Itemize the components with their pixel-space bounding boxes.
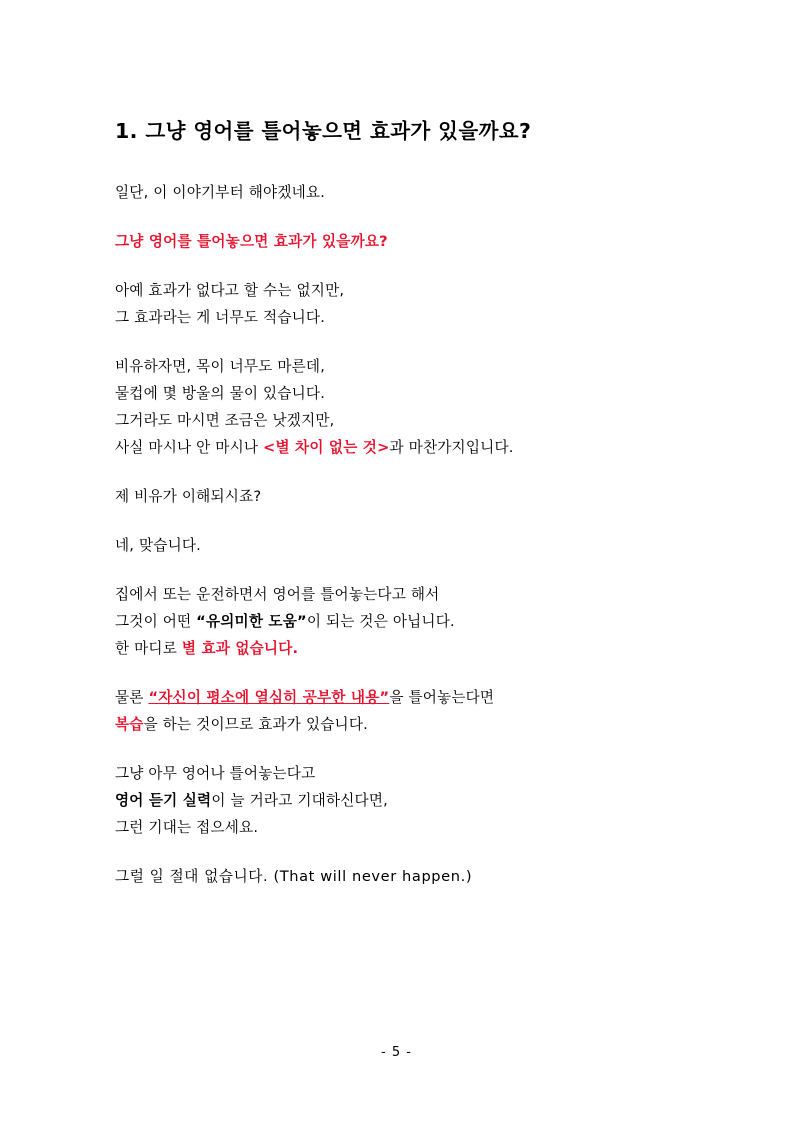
paragraph-analogy-check [115,483,681,510]
expectation-line-2-rest: 이 늘 거라고 기대하신다면, [211,791,388,809]
effect-small-line-1: 아예 효과가 없다고 할 수는 없지만, [115,281,345,299]
paragraph-intro [115,179,681,206]
paragraph-analogy [115,353,681,461]
review-line-1-emphasis: “자신이 평소에 열심히 공부한 내용” [148,688,390,706]
page-title: 1. 그냥 영어를 틀어놓으면 효과가 있을까요? [115,119,532,143]
analogy-line-4-suffix: 과 마찬가지입니다. [389,438,514,456]
paragraph-no-help [115,581,681,662]
paragraph-never-happen [115,863,681,890]
analogy-line-4-emphasis: <별 차이 없는 것> [263,438,390,456]
analogy-line-3: 그거라도 마시면 조금은 낫겠지만, [115,411,335,429]
no-help-line-3-prefix: 한 마디로 [115,639,182,657]
question-highlight-text: 그냥 영어를 틀어놓으면 효과가 있을까요? [115,232,388,250]
document-body [115,179,681,890]
review-line-2-emphasis: 복습 [115,715,144,733]
analogy-line-1: 비유하자면, 목이 너무도 마른데, [115,357,326,375]
paragraph-intro-text: 일단, 이 이야기부터 해야겠네요. [115,183,326,201]
expectation-line-3: 그런 기대는 접으세요. [115,818,259,836]
no-help-line-1: 집에서 또는 운전하면서 영어를 틀어놓는다고 해서 [115,585,440,603]
review-line-1-prefix: 물론 [115,688,149,706]
page-number: - 5 - [381,1045,412,1060]
confirm-text: 네, 맞습니다. [115,536,202,554]
analogy-check-text: 제 비유가 이해되시죠? [115,487,262,505]
paragraph-confirm [115,532,681,559]
no-help-line-2-emphasis: “유의미한 도움” [196,612,307,630]
effect-small-line-2: 그 효과라는 게 너무도 적습니다. [115,308,326,326]
analogy-line-4-prefix: 사실 마시나 안 마시나 [115,438,264,456]
paragraph-review-exception [115,684,681,738]
paragraph-effect-small [115,277,681,331]
no-help-line-3-emphasis: 별 효과 없습니다. [181,639,299,657]
expectation-line-1: 그냥 아무 영어나 틀어놓는다고 [115,764,316,782]
review-line-1-suffix: 을 틀어놓는다면 [389,688,495,706]
no-help-line-2-suffix: 이 되는 것은 아닙니다. [306,612,455,630]
paragraph-expectation [115,760,681,841]
analogy-line-2: 물컵에 몇 방울의 물이 있습니다. [115,384,326,402]
expectation-line-2-emphasis: 영어 듣기 실력 [115,791,212,809]
paragraph-question-highlight [115,228,681,255]
review-line-2-suffix: 을 하는 것이므로 효과가 있습니다. [143,715,368,733]
no-help-line-2-prefix: 그것이 어떤 [115,612,197,630]
never-happen-text: 그럴 일 절대 없습니다. (That will never happen.) [115,867,473,885]
